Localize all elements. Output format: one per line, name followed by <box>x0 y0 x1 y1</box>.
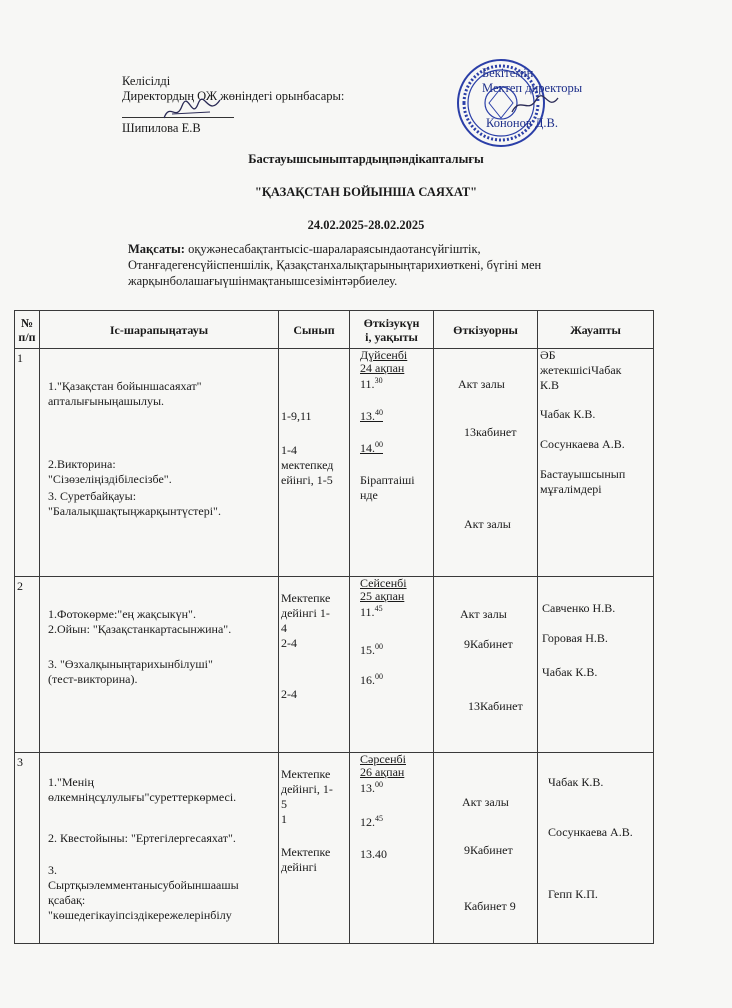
event-date: 24 ақпан <box>360 361 405 375</box>
responsible-value: Бастауышсынып мұғалімдері <box>540 467 626 496</box>
table-header-row <box>15 311 654 349</box>
place-value: Кабинет 9 <box>464 899 516 913</box>
goal-paragraph <box>128 241 598 289</box>
class-value: 1-9,11 <box>281 409 312 423</box>
responsible-value: Горовая Н.В. <box>542 631 608 645</box>
approval-right-label: Бекітемін <box>482 66 534 80</box>
event-item: 2.Викторина: "Сізөзеліңіздібілесізбе". <box>48 457 172 486</box>
table-row <box>15 753 654 944</box>
approval-left-label: Келісілді <box>122 74 171 88</box>
event-time: 13.00 <box>360 780 383 795</box>
col-header-number: № п/п <box>15 311 40 349</box>
responsible-value: Чабак К.В. <box>540 407 596 421</box>
table-row <box>15 349 654 577</box>
place-value: Акт залы <box>460 607 507 621</box>
place-value: 13Кабинет <box>468 699 523 713</box>
event-day: Сәрсенбі <box>360 752 406 766</box>
col-header-class: Сынып <box>279 311 350 349</box>
approval-left-position: Директордың ОЖ жөніндегі орынбасары: <box>122 89 345 103</box>
responsible-value: ӘБ жетекшісіЧабак К.В <box>540 348 622 392</box>
col-header-place: Өткізуорны <box>434 311 538 349</box>
signature-right-icon <box>510 94 560 116</box>
document-title: Бастауышсыныптардыңпәндікапталығы <box>248 152 484 166</box>
event-item: 1."Қазақстан бойыншасаяхат" апталығыныңашылуы. <box>48 379 202 408</box>
class-value: Мектепке дейінгі 1- 4 2-4 <box>281 591 331 650</box>
class-value: Мектепке дейінгі, 1- 5 1 <box>281 767 333 826</box>
event-date: 25 ақпан <box>360 589 405 603</box>
responsible-value: Чабак К.В. <box>548 775 604 789</box>
class-value: 1-4 мектепкед ейінгі, 1-5 <box>281 443 334 487</box>
responsible-value: Чабак К.В. <box>542 665 598 679</box>
events-table <box>14 310 654 944</box>
row-number: 2 <box>17 579 23 593</box>
responsible-value: Савченко Н.В. <box>542 601 616 615</box>
event-note: Бірaптаіші нде <box>360 473 415 502</box>
event-day: Дүйсенбі <box>360 348 408 362</box>
row-number: 3 <box>17 755 23 769</box>
place-value: 9Кабинет <box>464 637 513 651</box>
event-date: 26 ақпан <box>360 765 405 779</box>
place-value: 13кабинет <box>464 425 517 439</box>
place-value: 9Кабинет <box>464 843 513 857</box>
event-item: 2. Квестойыны: "Ертегілергесаяхат". <box>48 831 236 845</box>
signature-line-left <box>122 104 344 121</box>
responsible-value: Гепп К.П. <box>548 887 598 901</box>
event-time: 16.00 <box>360 672 383 687</box>
responsible-value: Сосункаева А.В. <box>548 825 633 839</box>
event-time: 12.45 <box>360 814 383 829</box>
approval-left-name: Шипилова Е.В <box>122 121 201 135</box>
event-time: 13.40 <box>360 408 383 423</box>
responsible-value: Сосункаева А.В. <box>540 437 625 451</box>
signature-left-icon <box>162 96 222 124</box>
goal-label: Мақсаты: <box>128 242 185 256</box>
place-value: Акт залы <box>464 517 511 531</box>
goal-text: оқужәнесабақтантысіс-шаралараясындаотансүйгіштік, Отанғадегенсүйіспеншілік, Қазақстанхалықтарыныңтарихиөткені, бүгіні мен жарқынболашағыүшінмақтанышсезімінтәрбиелеу. <box>128 242 542 288</box>
event-time: 14.00 <box>360 440 383 455</box>
event-time: 11.45 <box>360 604 383 619</box>
table-row <box>15 577 654 753</box>
place-value: Акт залы <box>458 377 505 391</box>
event-time: 11.30 <box>360 376 383 391</box>
place-value: Акт залы <box>462 795 509 809</box>
event-item: 3. "Өзхалқыныңтарихынбілуші" (тест-викторина). <box>48 657 213 686</box>
col-header-responsible: Жауапты <box>538 311 654 349</box>
approval-right <box>482 66 582 131</box>
document-subtitle: "ҚАЗАҚСТАН БОЙЫНША САЯХАТ" <box>254 185 478 199</box>
event-item: 3. Сыртқыэлемментанысубойыншаашы қсабақ: "көшедегікауіпсіздікережелерінбілу <box>48 863 239 922</box>
event-item: 1."Менің өлкемніңсұлулығы"суреттеркөрмесі. <box>48 775 237 804</box>
row-number: 1 <box>17 351 23 365</box>
event-item: 3. Суретбайқауы: "Балалықшақтыңжарқынтүстері". <box>48 489 221 518</box>
approval-right-position: Мектеп директоры <box>482 81 583 95</box>
class-value: 2-4 <box>281 687 297 701</box>
event-item: 1.Фотокөрме:"ең жақсыкүн". 2.Ойын: "Қазақстанкартасынжина". <box>48 607 232 636</box>
event-time: 13.40 <box>360 847 387 861</box>
signature-line-right <box>482 96 582 116</box>
col-header-event: Іс-шарапыңатауы <box>40 311 279 349</box>
approval-right-name: Кононов Д.В. <box>486 116 558 130</box>
document-dates: 24.02.2025-28.02.2025 <box>307 218 425 232</box>
approval-left <box>122 74 344 136</box>
col-header-date: Өткізукүн і, уақыты <box>350 311 434 349</box>
class-value: Мектепке дейінгі <box>281 845 331 874</box>
event-day: Сейсенбі <box>360 576 407 590</box>
event-time: 15.00 <box>360 642 383 657</box>
